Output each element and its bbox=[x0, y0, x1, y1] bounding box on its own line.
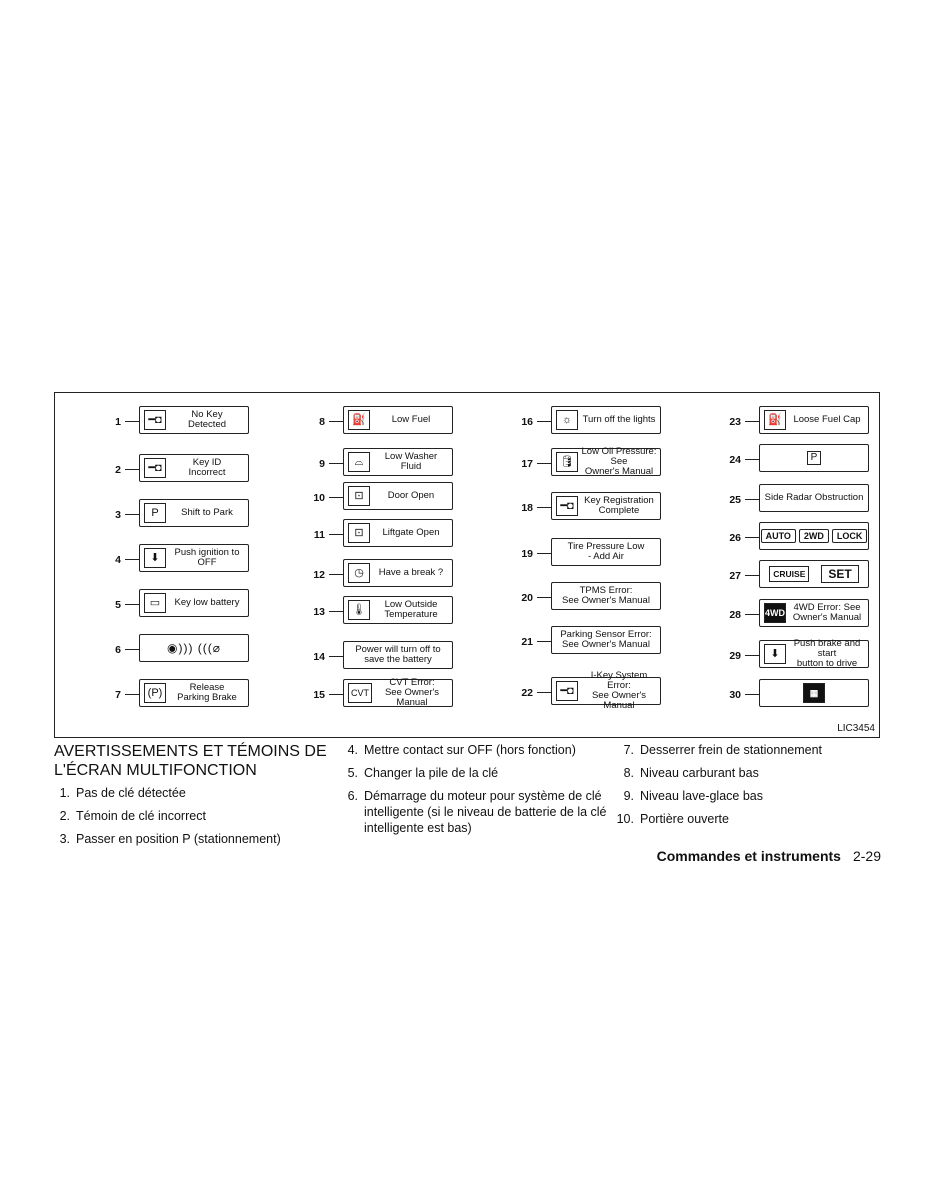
warning-number: 12 bbox=[313, 569, 325, 581]
park-icon: P bbox=[144, 503, 166, 523]
warning-display-box bbox=[139, 454, 249, 482]
warning-text: Low Fuel bbox=[391, 414, 431, 425]
mode-label-twowd: 2WD bbox=[799, 529, 829, 543]
warning-item bbox=[285, 448, 453, 480]
leader-line bbox=[125, 559, 139, 560]
warning-number: 10 bbox=[313, 492, 325, 504]
warning-number: 22 bbox=[521, 687, 533, 699]
warning-number: 21 bbox=[521, 636, 533, 648]
oil-can-icon: 🛢 bbox=[556, 452, 578, 472]
warning-item bbox=[701, 679, 869, 711]
warning-display-box bbox=[759, 522, 869, 550]
item-list-col2 bbox=[340, 742, 610, 843]
warning-number: 7 bbox=[115, 689, 121, 701]
leader-line bbox=[125, 649, 139, 650]
warning-item bbox=[701, 444, 869, 476]
warning-display-box bbox=[139, 634, 249, 662]
warning-text: Side Radar Obstruction bbox=[764, 492, 864, 503]
key-icon: ━◘ bbox=[144, 410, 166, 430]
warning-number: 5 bbox=[115, 599, 121, 611]
warning-item bbox=[81, 499, 249, 531]
warning-text: TPMS Error: See Owner's Manual bbox=[562, 585, 650, 606]
leader-line bbox=[125, 421, 139, 422]
warning-number: 17 bbox=[521, 458, 533, 470]
mode-label-auto: AUTO bbox=[761, 529, 796, 543]
warning-number: 25 bbox=[729, 494, 741, 506]
warning-number: 16 bbox=[521, 416, 533, 428]
list-item: 4. Mettre contact sur OFF (hors fonction) bbox=[347, 743, 576, 757]
item-list-col3 bbox=[616, 742, 886, 834]
leader-line bbox=[537, 641, 551, 642]
warning-display-box bbox=[343, 406, 453, 434]
warning-display-box bbox=[759, 444, 869, 472]
smart-key-icon: ◉))) (((⌀ bbox=[166, 641, 221, 655]
leader-line bbox=[745, 614, 759, 615]
warning-item bbox=[285, 519, 453, 551]
warning-text: Tire Pressure Low - Add Air bbox=[567, 541, 645, 562]
item-list-col1 bbox=[52, 785, 332, 854]
warning-display-box bbox=[139, 544, 249, 572]
warning-display-box bbox=[551, 406, 661, 434]
leader-line bbox=[745, 575, 759, 576]
warning-number: 28 bbox=[729, 609, 741, 621]
warning-display-box bbox=[343, 559, 453, 587]
warning-item bbox=[701, 640, 869, 672]
leader-line bbox=[745, 537, 759, 538]
warning-number: 1 bbox=[115, 416, 121, 428]
break-timer-icon: ◷ bbox=[348, 563, 370, 583]
warning-item bbox=[285, 482, 453, 514]
warning-text: Key ID Incorrect bbox=[188, 457, 226, 478]
warning-item bbox=[493, 582, 661, 614]
warning-item bbox=[701, 560, 869, 592]
warning-display-box bbox=[759, 484, 869, 512]
warning-number: 29 bbox=[729, 650, 741, 662]
warning-item bbox=[493, 406, 661, 438]
leader-line bbox=[329, 694, 343, 695]
4wd-icon: 4WD bbox=[764, 603, 786, 623]
leader-line bbox=[745, 694, 759, 695]
warning-display-box bbox=[551, 626, 661, 654]
warning-item bbox=[493, 448, 661, 480]
leader-line bbox=[125, 514, 139, 515]
leader-line bbox=[329, 421, 343, 422]
warning-item bbox=[701, 522, 869, 554]
washer-fluid-icon: ⌓ bbox=[348, 452, 370, 472]
key-icon: ━◘ bbox=[556, 681, 578, 701]
warning-display-box bbox=[551, 538, 661, 566]
warning-number: 18 bbox=[521, 502, 533, 514]
warning-number: 14 bbox=[313, 651, 325, 663]
cvt-icon: CVT bbox=[348, 683, 372, 703]
leader-line bbox=[745, 421, 759, 422]
lane-icon: ▦ bbox=[803, 683, 825, 703]
liftgate-open-icon: ⊡ bbox=[348, 523, 370, 543]
warning-display-box bbox=[759, 599, 869, 627]
leader-line bbox=[125, 604, 139, 605]
cruise-label: CRUISE bbox=[769, 566, 809, 582]
warning-number: 11 bbox=[313, 529, 325, 541]
warning-number: 2 bbox=[115, 464, 121, 476]
warning-item bbox=[493, 670, 661, 711]
list-item: 6. Démarrage du moteur pour système de clé intelligente (si le niveau de batterie de la clé intelligente est bas) bbox=[347, 789, 607, 835]
list-item: 2. Témoin de clé incorrect bbox=[59, 809, 206, 823]
warning-item bbox=[81, 589, 249, 621]
leader-line bbox=[329, 611, 343, 612]
leader-line bbox=[125, 469, 139, 470]
warning-number: 9 bbox=[319, 458, 325, 470]
warning-text: Shift to Park bbox=[181, 507, 233, 518]
page-footer bbox=[657, 848, 881, 864]
leader-line bbox=[537, 692, 551, 693]
warning-item bbox=[81, 454, 249, 486]
warning-display-figure bbox=[54, 392, 880, 738]
list-item: 10. Portière ouverte bbox=[616, 812, 729, 826]
leader-line bbox=[329, 497, 343, 498]
warning-display-box bbox=[551, 670, 661, 711]
warning-display-box bbox=[343, 519, 453, 547]
warning-number: 23 bbox=[729, 416, 741, 428]
leader-line bbox=[329, 656, 343, 657]
warning-display-box bbox=[759, 640, 869, 668]
leader-line bbox=[537, 553, 551, 554]
warning-item bbox=[493, 492, 661, 524]
warning-number: 15 bbox=[313, 689, 325, 701]
warning-text: Key Registration Complete bbox=[584, 495, 654, 516]
warning-item bbox=[285, 406, 453, 438]
leader-line bbox=[329, 534, 343, 535]
figure-code: LIC3454 bbox=[837, 723, 875, 734]
fuel-cap-icon: ⛽ bbox=[764, 410, 786, 430]
leader-line bbox=[537, 507, 551, 508]
warning-item bbox=[285, 641, 453, 673]
warning-number: 4 bbox=[115, 554, 121, 566]
warning-text: No Key Detected bbox=[187, 409, 227, 430]
leader-line bbox=[537, 597, 551, 598]
warning-text: Low Oil Pressure: See Owner's Manual bbox=[581, 446, 657, 477]
warning-item bbox=[701, 406, 869, 438]
leader-line bbox=[745, 655, 759, 656]
warning-item bbox=[285, 596, 453, 628]
warning-display-box bbox=[551, 448, 661, 476]
set-label: SET bbox=[821, 565, 858, 583]
warning-text: Push ignition to OFF bbox=[174, 547, 240, 568]
warning-display-box bbox=[759, 406, 869, 434]
warning-display-box bbox=[343, 596, 453, 624]
leader-line bbox=[125, 694, 139, 695]
warning-text: 4WD Error: See Owner's Manual bbox=[792, 602, 862, 623]
warning-item bbox=[81, 679, 249, 711]
warning-display-box bbox=[343, 641, 453, 669]
warning-item bbox=[285, 679, 453, 711]
warning-number: 27 bbox=[729, 570, 741, 582]
warning-display-box bbox=[139, 589, 249, 617]
warning-text: Push brake and start button to drive bbox=[793, 638, 861, 669]
push-ignition-icon: ⬇ bbox=[144, 548, 166, 568]
warning-text: Loose Fuel Cap bbox=[793, 414, 861, 425]
warning-number: 24 bbox=[729, 454, 741, 466]
warning-display-box bbox=[343, 679, 453, 707]
headlight-icon: ☼ bbox=[556, 410, 578, 430]
key-battery-icon: ▭ bbox=[144, 593, 166, 613]
warning-display-box bbox=[139, 406, 249, 434]
warning-text: I-Key System Error: See Owner's Manual bbox=[590, 670, 648, 711]
warning-number: 19 bbox=[521, 548, 533, 560]
warning-text: P bbox=[807, 451, 822, 465]
section-name: Commandes et instruments bbox=[656, 848, 841, 864]
list-item: 7. Desserrer frein de stationnement bbox=[623, 743, 823, 757]
warning-number: 8 bbox=[319, 416, 325, 428]
warning-display-box bbox=[759, 679, 869, 707]
warning-number: 20 bbox=[521, 592, 533, 604]
leader-line bbox=[537, 463, 551, 464]
warning-display-box bbox=[551, 492, 661, 520]
warning-text: Low Washer Fluid bbox=[384, 451, 438, 472]
leader-line bbox=[329, 463, 343, 464]
brake-push-icon: ⬇ bbox=[764, 644, 786, 664]
warning-item bbox=[701, 484, 869, 516]
warning-text: Power will turn off to save the battery bbox=[355, 644, 441, 665]
warning-display-box bbox=[139, 679, 249, 707]
leader-line bbox=[329, 574, 343, 575]
list-item: 9. Niveau lave-glace bas bbox=[623, 789, 763, 803]
warning-text: Have a break ? bbox=[378, 567, 444, 578]
list-item: 3. Passer en position P (stationnement) bbox=[59, 832, 281, 846]
warning-number: 13 bbox=[313, 606, 325, 618]
warning-display-box bbox=[343, 448, 453, 476]
warning-item bbox=[81, 406, 249, 438]
warning-number: 6 bbox=[115, 644, 121, 656]
warning-item bbox=[285, 559, 453, 591]
warning-display-box bbox=[551, 582, 661, 610]
warning-item bbox=[493, 626, 661, 658]
list-item: 5. Changer la pile de la clé bbox=[347, 766, 499, 780]
key-icon: ━◘ bbox=[556, 496, 578, 516]
section-title: AVERTISSEMENTS ET TÉMOINS DE L'ÉCRAN MULTIFONCTION bbox=[54, 743, 327, 779]
warning-item bbox=[81, 634, 249, 666]
parking-brake-icon: (P) bbox=[144, 683, 166, 703]
warning-text: Liftgate Open bbox=[382, 527, 440, 538]
thermometer-icon: 🌡 bbox=[348, 600, 370, 620]
warning-number: 3 bbox=[115, 509, 121, 521]
warning-item bbox=[701, 599, 869, 631]
warning-display-box bbox=[139, 499, 249, 527]
list-item: 1. Pas de clé détectée bbox=[59, 786, 186, 800]
warning-display-box bbox=[759, 560, 869, 588]
warning-text: Key low battery bbox=[174, 597, 240, 608]
leader-line bbox=[745, 459, 759, 460]
mode-label-lock: LOCK bbox=[832, 529, 868, 543]
warning-text: Release Parking Brake bbox=[177, 682, 237, 703]
warning-text: Door Open bbox=[387, 490, 435, 501]
key-icon: ━◘ bbox=[144, 458, 166, 478]
leader-line bbox=[745, 499, 759, 500]
leader-line bbox=[537, 421, 551, 422]
page-number: 2-29 bbox=[852, 848, 881, 864]
fuel-pump-icon: ⛽ bbox=[348, 410, 370, 430]
list-item: 8. Niveau carburant bas bbox=[623, 766, 759, 780]
warning-number: 30 bbox=[729, 689, 741, 701]
warning-text: Low Outside Temperature bbox=[384, 599, 438, 620]
door-open-icon: ⊡ bbox=[348, 486, 370, 506]
warning-text: CVT Error: See Owner's Manual bbox=[384, 677, 440, 708]
warning-number: 26 bbox=[729, 532, 741, 544]
warning-display-box bbox=[343, 482, 453, 510]
warning-item bbox=[81, 544, 249, 576]
warning-text: Turn off the lights bbox=[582, 414, 656, 425]
warning-item bbox=[493, 538, 661, 570]
warning-text: Parking Sensor Error: See Owner's Manual bbox=[560, 629, 652, 650]
